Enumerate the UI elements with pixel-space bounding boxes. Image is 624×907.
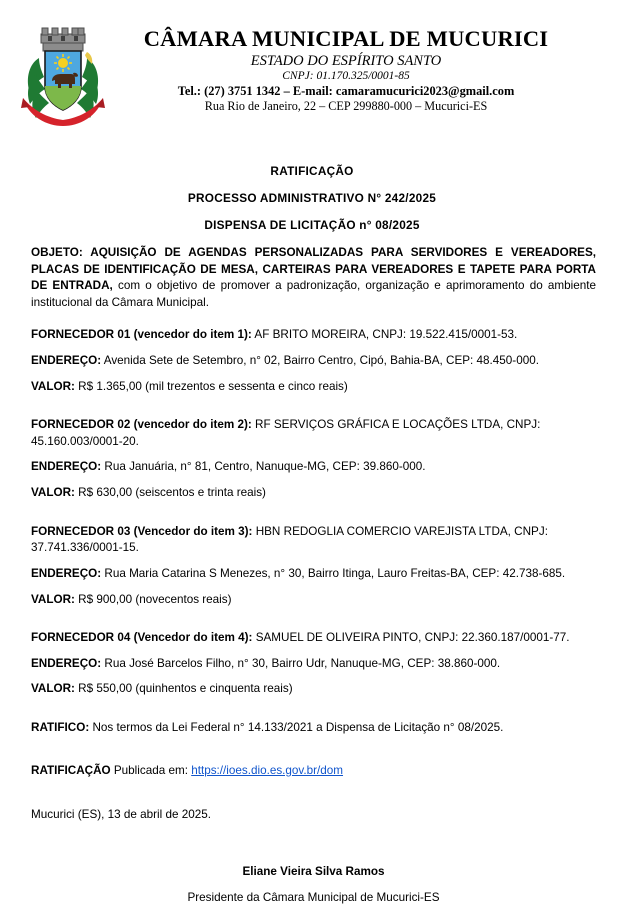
supplier-value: R$ 1.365,00 (mil trezentos e sessenta e cinco reais): [74, 379, 348, 393]
supplier-heading: FORNECEDOR 03 (Vencedor do item 3):: [31, 524, 253, 538]
supplier-value-row: [31, 681, 596, 698]
header-text-block: [126, 22, 624, 114]
organization-contact: Tel.: (27) 3751 1342 – E-mail: camaramucurici2023@gmail.com: [177, 84, 515, 99]
document-titles: [0, 164, 624, 232]
supplier-heading: FORNECEDOR 04 (Vencedor do item 4):: [31, 631, 253, 645]
supplier-value: R$ 630,00 (seiscentos e trinta reais): [74, 486, 266, 500]
supplier-address-row: [31, 566, 596, 583]
supplier-value-row: [31, 592, 596, 609]
objeto-description: com o objetivo de promover a padronização, organização e aprimoramento do ambiente institucional da Câmara Municipal.: [31, 279, 596, 309]
supplier-value-row: [31, 485, 596, 502]
objeto-subject: AQUISIÇÃO DE AGENDAS PERSONALIZADAS PARA SERVIDORES E VEREADORES, PLACAS DE IDENTIFICAÇÃO DE MESA, CARTEIRAS PARA VEREADORES E TAPETE PARA PORTA DE ENTRADA,: [31, 246, 596, 293]
objeto-paragraph: [31, 245, 596, 311]
supplier-value: R$ 550,00 (quinhentos e cinquenta reais): [74, 682, 293, 696]
publicacao-label: RATIFICAÇÃO: [31, 763, 111, 777]
publicacao-link[interactable]: https://ioes.dio.es.gov.br/dom: [191, 763, 344, 777]
valor-label: VALOR:: [31, 682, 75, 696]
publicacao-text: Publicada em:: [110, 763, 192, 777]
endereco-label: ENDEREÇO:: [31, 354, 102, 368]
valor-label: VALOR:: [31, 592, 75, 606]
supplier-address: Rua Maria Catarina S Menezes, n° 30, Bairro Itinga, Lauro Freitas-BA, CEP: 42.738-685.: [101, 566, 566, 580]
state-name: ESTADO DO ESPÍRITO SANTO: [250, 53, 442, 70]
supplier-address: Avenida Sete de Setembro, n° 02, Bairro Centro, Cipó, Bahia-BA, CEP: 48.450-000.: [101, 354, 539, 368]
local-and-date: Mucurici (ES), 13 de abril de 2025.: [31, 808, 211, 822]
endereco-label: ENDEREÇO:: [31, 566, 102, 580]
supplier-block: [31, 327, 596, 395]
supplier-heading-row: [31, 524, 596, 557]
endereco-label: ENDEREÇO:: [31, 656, 102, 670]
supplier-heading-row: [31, 417, 596, 450]
supplier-value-row: [31, 379, 596, 396]
title-ratificacao: RATIFICAÇÃO: [270, 164, 354, 178]
municipal-coat-of-arms-icon: [17, 24, 109, 128]
signatory-name: Eliane Vieira Silva Ramos: [242, 864, 385, 878]
supplier-heading-row: [31, 630, 596, 647]
valor-label: VALOR:: [31, 486, 75, 500]
supplier-name-cnpj: RF SERVIÇOS GRÁFICA E LOCAÇÕES LTDA, CNPJ: 45.160.003/0001-20.: [31, 418, 541, 448]
organization-address: Rua Rio de Janeiro, 22 – CEP 299880-000 – Mucurici-ES: [204, 99, 488, 114]
supplier-address: Rua José Barcelos Filho, n° 30, Bairro Udr, Nanuque-MG, CEP: 38.860-000.: [101, 656, 501, 670]
supplier-heading-row: [31, 327, 596, 344]
supplier-address-row: [31, 353, 596, 370]
organization-cnpj: CNPJ: 01.170.325/0001-85: [282, 70, 410, 83]
supplier-block: [31, 417, 596, 501]
organization-name: CÂMARA MUNICIPAL DE MUCURICI: [143, 26, 549, 51]
valor-label: VALOR:: [31, 379, 75, 393]
signatory-role: Presidente da Câmara Municipal de Mucurici-ES: [187, 891, 440, 905]
title-dispensa-licitacao: DISPENSA DE LICITAÇÃO n° 08/2025: [204, 218, 420, 232]
supplier-name-cnpj: SAMUEL DE OLIVEIRA PINTO, CNPJ: 22.360.187/0001-77.: [252, 631, 570, 645]
supplier-heading: FORNECEDOR 01 (vencedor do item 1):: [31, 328, 252, 342]
ratifico-paragraph: [31, 720, 596, 737]
supplier-block: [31, 524, 596, 608]
objeto-label: OBJETO:: [31, 246, 83, 259]
signature-block: [31, 864, 596, 907]
ratifico-text: Nos termos da Lei Federal n° 14.133/2021 a Dispensa de Licitação n° 08/2025.: [89, 720, 504, 734]
crest-container: [0, 22, 126, 128]
title-processo-administrativo: PROCESSO ADMINISTRATIVO N° 242/2025: [187, 191, 437, 205]
ratifico-label: RATIFICO:: [31, 720, 90, 734]
supplier-block: [31, 630, 596, 698]
publicacao-paragraph: [31, 763, 596, 780]
supplier-heading: FORNECEDOR 02 (vencedor do item 2):: [31, 418, 252, 432]
document-header: [0, 0, 624, 128]
supplier-value: R$ 900,00 (novecentos reais): [74, 592, 232, 606]
supplier-address-row: [31, 656, 596, 673]
supplier-address-row: [31, 459, 596, 476]
document-body: [0, 245, 624, 907]
supplier-address: Rua Januária, n° 81, Centro, Nanuque-MG, CEP: 39.860-000.: [101, 460, 426, 474]
supplier-name-cnpj: HBN REDOGLIA COMERCIO VAREJISTA LTDA, CNPJ: 37.741.336/0001-15.: [31, 524, 548, 555]
endereco-label: ENDEREÇO:: [31, 460, 102, 474]
supplier-name-cnpj: AF BRITO MOREIRA, CNPJ: 19.522.415/0001-53.: [251, 328, 518, 342]
